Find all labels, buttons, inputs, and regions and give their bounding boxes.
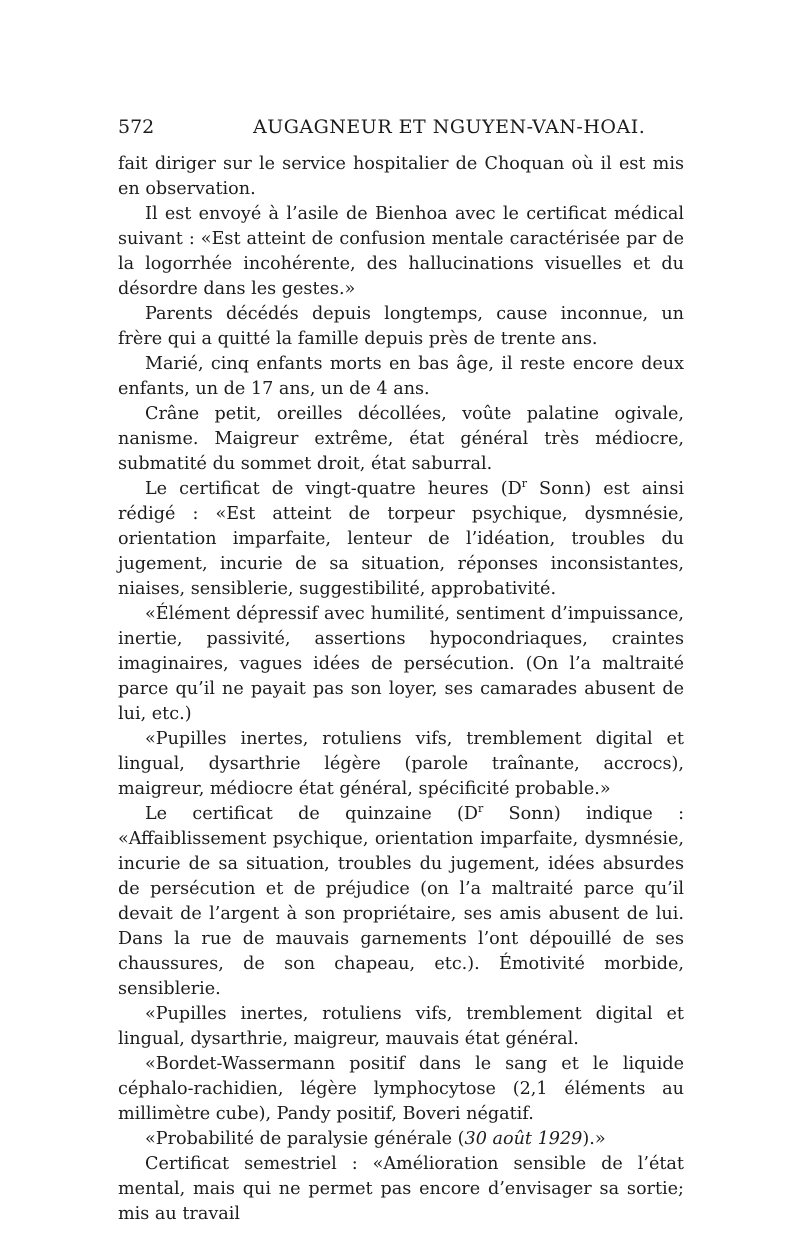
cert15-superscript: r bbox=[478, 802, 484, 816]
paragraph: Certificat semestriel : «Amélioration sensible de l’état mental, mais qui ne permet pas encore d’envisager sa sortie; mis au travail bbox=[118, 1154, 684, 1224]
paragraph: Crâne petit, oreilles décollées, voûte palatine ogivale, nanisme. Maigreur extrême, état général très médiocre, submatité du sommet droit, état saburral. bbox=[118, 404, 684, 474]
cert24-text-start: Le certificat de vingt-quatre heures (D bbox=[145, 479, 522, 499]
paragraph: Parents décédés depuis longtemps, cause inconnue, un frère qui a quitté la famille depuis près de trente ans. bbox=[118, 304, 684, 349]
paragraph: fait diriger sur le service hospitalier de Choquan où il est mis en observation. bbox=[118, 154, 684, 199]
cert24-text-end: Sonn) est ainsi rédigé : «Est atteint de torpeur psychique, dysmnésie, orientation imparfaite, lenteur de l’idéation, troubles du jugement, incurie de sa situation, réponses inconsistantes, niaises, sensiblerie, suggestibilité, approbativité. bbox=[118, 479, 684, 599]
prob-date: 30 août 1929 bbox=[464, 1129, 583, 1149]
cert24-superscript: r bbox=[521, 477, 527, 491]
running-head: AUGAGNEUR ET NGUYEN-VAN-HOAI. bbox=[253, 116, 646, 138]
prob-text-end: ).» bbox=[582, 1129, 606, 1149]
paragraph: Marié, cinq enfants morts en bas âge, il reste encore deux enfants, un de 17 ans, un de 4 ans. bbox=[118, 354, 684, 399]
paragraph-probability bbox=[118, 1127, 684, 1152]
paragraph: «Élément dépressif avec humilité, sentiment d’impuissance, inertie, passivité, assertions hypocondriaques, craintes imaginaires, vagues idées de persécution. (On l’a maltraité parce qu’il ne payait pas son loyer, ses camarades abusent de lui, etc.) bbox=[118, 604, 684, 724]
paragraph: «Pupilles inertes, rotuliens vifs, tremblement digital et lingual, dysarthrie, maigreur, mauvais état général. bbox=[118, 1004, 684, 1049]
paragraph: «Pupilles inertes, rotuliens vifs, tremblement digital et lingual, dysarthrie légère (parole traînante, accrocs), maigreur, médiocre état général, spécificité probable.» bbox=[118, 729, 684, 799]
paragraph-cert-15d bbox=[118, 802, 684, 1002]
cert15-text-end: Sonn) indique : «Affaiblissement psychique, orientation imparfaite, dysmnésie, incurie de sa situation, troubles du jugement, idées absurdes de persécution et de préjudice (on l’a maltraité parce qu’il devait de l’argent à son propriétaire, ses amis abusent de lui. Dans la rue de mauvais garnements l’ont dépouillé de ses chaussures, de son chapeau, etc.). Émotivité morbide, sensiblerie. bbox=[118, 804, 685, 999]
page-number: 572 bbox=[118, 116, 155, 138]
prob-text-start: «Probabilité de paralysie générale ( bbox=[145, 1129, 465, 1149]
paragraph: Il est envoyé à l’asile de Bienhoa avec le certificat médical suivant : «Est atteint de confusion mentale caractérisée par de la logorrhée incohérente, des hallucinations visuelles et du désordre dans les gestes.» bbox=[118, 204, 684, 299]
cert15-text-start: Le certificat de quinzaine (D bbox=[145, 804, 478, 824]
paragraph-cert-24h bbox=[118, 477, 684, 602]
paragraph: «Bordet-Wassermann positif dans le sang et le liquide céphalo-rachidien, légère lymphocytose (2,1 éléments au millimètre cube), Pandy positif, Boveri négatif. bbox=[118, 1054, 684, 1124]
body-text bbox=[118, 152, 684, 1227]
page-header bbox=[118, 116, 684, 146]
